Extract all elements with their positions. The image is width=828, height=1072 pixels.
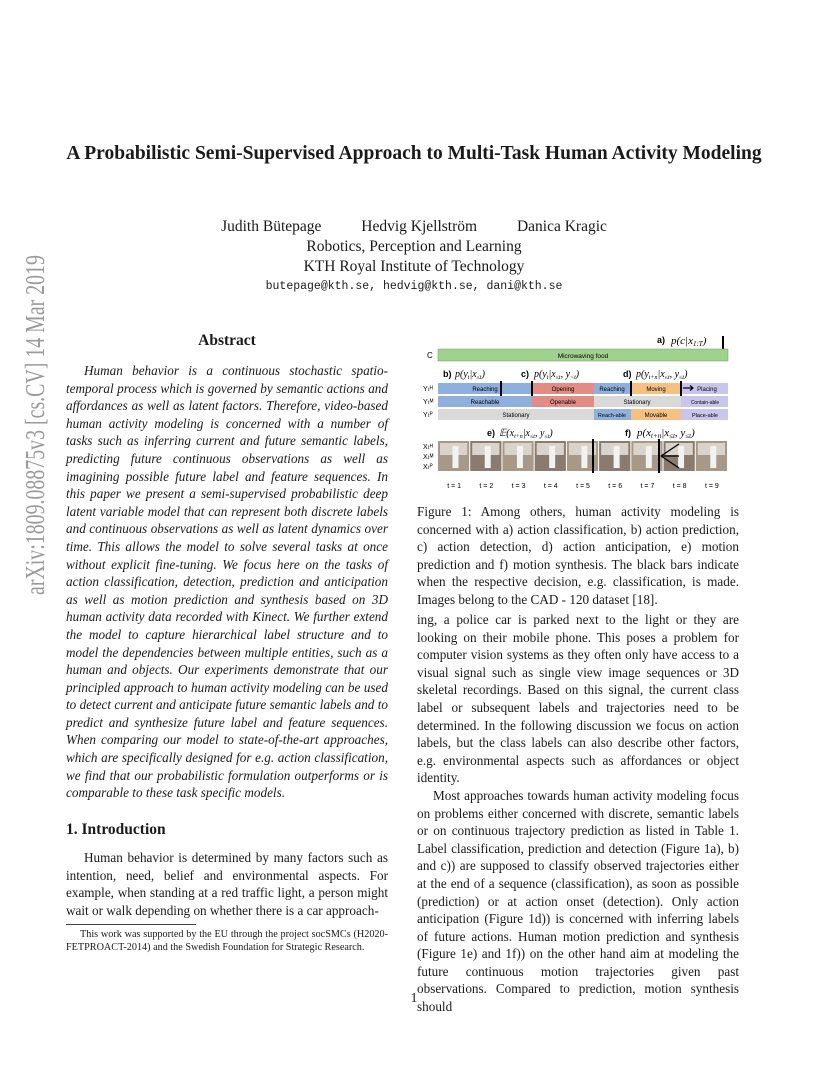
fig-label-a: a) bbox=[657, 335, 666, 345]
time-step-label: t = 7 bbox=[640, 483, 655, 490]
person-figure bbox=[678, 446, 684, 468]
segment-label: Contain-able bbox=[690, 400, 720, 406]
fig-label-e: e) bbox=[487, 428, 496, 438]
arxiv-stamp bbox=[14, 133, 54, 600]
affiliation-line: KTH Royal Institute of Technology bbox=[303, 258, 525, 275]
intro-paragraph: Human behavior is determined by many factors such as intention, need, belief and environmental aspects. For example, when standing at a red traffic light, a person might wait or walk depending on whether there is a car approach- bbox=[66, 850, 388, 918]
footnote: This work was supported by the EU through the project socSMCs (H2020-FETPROACT-2014) and the Swedish Foundation for Strategic Research. bbox=[66, 929, 388, 953]
arxiv-stamp-text: arXiv:1809.08875v3 [cs.CV] 14 Mar 2019 bbox=[20, 133, 50, 595]
time-step-label: t = 1 bbox=[447, 483, 462, 490]
person-figure bbox=[710, 446, 716, 468]
row-label-m: Yₜᴹ bbox=[423, 399, 434, 406]
author-name: Hedvig Kjellström bbox=[361, 218, 478, 235]
body-paragraph: ing, a police car is parked next to the light or they are looking on their mobile phone. This poses a problem for computer vision systems as they often only have access to a visual signal such as single view image sequences or 3D skeletal recordings. Based on this signal, the current class label or subsequent labels and trajectories need to be determined. In the following discussion we focus on action labels, but the class labels can also describe other factors, e.g. environmental aspects such as affordances or object identity. bbox=[417, 612, 739, 786]
author-emails: butepage@kth.se, hedvig@kth.se, dani@kth.se bbox=[265, 280, 563, 293]
body-paragraph: Most approaches towards human activity modeling focus on problems either concerned with discrete, semantic labels or on continuous trajectory prediction as listed in Table 1. Label classification, prediction and detection (Figure 1a), b) and c)) are supposed to classify observed trajectories either at the end of a sequence (classification), as soon as possible (prediction) or at action onset (detection). Only action anticipation (Figure 1d)) is concerned with inferring labels of future actions. Human motion prediction and synthesis (Figure 1e) and 1f)) on the other hand aim at modeling the future continuous motion trajectories given past observations. Compared to prediction, motion synthesis should bbox=[417, 787, 739, 1015]
segment-label: Reaching bbox=[472, 387, 498, 393]
person-figure bbox=[614, 446, 620, 468]
author-list bbox=[0, 218, 828, 236]
person-figure bbox=[646, 446, 652, 468]
fig-formula-d: $p(y_{t+n}|x_{\le t}$, $y_{\le t}$) bbox=[636, 369, 688, 381]
person-figure bbox=[453, 446, 459, 468]
time-step-label: t = 3 bbox=[511, 483, 526, 490]
segment-label: Reach-able bbox=[597, 413, 627, 419]
affiliation-line: Robotics, Perception and Learning bbox=[306, 238, 522, 255]
page-number: 1 bbox=[410, 990, 418, 1005]
time-step-label: t = 4 bbox=[543, 483, 558, 490]
time-step-label: t = 2 bbox=[479, 483, 494, 490]
person-figure bbox=[517, 446, 523, 468]
fig-formula-a: p(c|x1:T) bbox=[671, 335, 707, 348]
paper-title: A Probabilistic Semi-Supervised Approach to Multi-Task Human Activity Modeling bbox=[66, 143, 762, 164]
section-heading: 1. Introduction bbox=[66, 821, 166, 838]
figure-caption: Figure 1: Among others, human activity modeling is concerned with a) action classification, b) action prediction, c) action detection, d) action anticipation, e) motion prediction and f) motion synthesis. The black bars indicate when the respective decision, e.g. classification, is made. Images belong to the CAD - 120 dataset [18]. bbox=[417, 504, 739, 607]
author-name: Danica Kragic bbox=[516, 218, 607, 235]
figure-1 bbox=[417, 330, 739, 492]
time-step-label: t = 8 bbox=[672, 483, 687, 490]
fig-formula-b: $p(y_t|x_{\le t})$ bbox=[455, 369, 485, 381]
time-step-label: t = 6 bbox=[608, 483, 623, 490]
segment-label: Placing bbox=[697, 387, 717, 393]
segment-label: Moving bbox=[646, 387, 666, 393]
time-step-label: t = 9 bbox=[704, 483, 719, 490]
fig-label-c: c) bbox=[521, 369, 530, 379]
fig-label-f: f) bbox=[625, 428, 631, 438]
abstract-text: Human behavior is a continuous stochastic spatio-temporal process which is governed by semantic actions and affordances as well as latent factors. Therefore, video-based human activity modeling is concerned with a number of tasks such as inferring current and future semantic labels, predicting future continuous observations as well as imagining possible future label and feature sequences. In this paper we present a semi-supervised probabilistic deep latent variable model that can represent both discrete labels and continuous observations as well as latent dynamics over time. This allows the model to solve several tasks at once without explicit fine-tuning. We focus here on the tasks of action classification, detection, prediction and anticipation as well as motion prediction and synthesis based on 3D human activity data recorded with Kinect. We further extend the model to capture hierarchical label structure and to model the dependencies between multiple entities, such as a human and objects. Our experiments demonstrate that our principled approach to human activity modeling can be used to detect current and anticipate future semantic labels and to predict and synthesize future label and feature sequences. When comparing our model to state-of-the-art approaches, which are specifically designed for e.g. action classification, we find that our probabilistic formulation outperforms or is comparable to these task specific models. bbox=[66, 363, 388, 801]
abstract-heading: Abstract bbox=[198, 332, 256, 349]
segment-label: Opening bbox=[551, 387, 575, 393]
person-figure bbox=[549, 446, 555, 468]
fig-formula-e: $𝔼(x_{t+n}|x_{\le t}$, $y_{\le t}$) bbox=[499, 428, 553, 440]
fig-formula-f: p(xt+n|x≤t, y≤t) bbox=[637, 427, 695, 440]
right-column-text bbox=[417, 611, 739, 1016]
footnote-rule bbox=[66, 924, 196, 925]
row-label-c: C bbox=[427, 351, 433, 360]
fig-label-b: b) bbox=[443, 369, 452, 379]
row-label-x3: Xₜᴾ bbox=[423, 464, 433, 471]
person-figure bbox=[581, 446, 587, 468]
segment-label: Reachable bbox=[470, 400, 500, 406]
row-label-p: Yₜᴾ bbox=[423, 412, 433, 419]
segment-label: Movable bbox=[644, 413, 668, 419]
row-label-h: Yₜᴴ bbox=[423, 386, 433, 393]
fig-label-d: d) bbox=[623, 369, 632, 379]
row-label-x1: Xₜᴴ bbox=[423, 444, 433, 451]
video-frames bbox=[438, 441, 727, 471]
person-figure bbox=[485, 446, 491, 468]
row-label-x2: Xₜᴹ bbox=[423, 454, 434, 461]
segment-label: Stationary bbox=[623, 400, 651, 406]
segment-label: Place-able bbox=[692, 413, 718, 419]
segment-label: Stationary bbox=[502, 413, 530, 419]
segment-label: Reaching bbox=[599, 387, 625, 393]
time-step-label: t = 5 bbox=[576, 483, 590, 490]
time-axis bbox=[447, 483, 719, 490]
segment-label: Openable bbox=[549, 400, 577, 406]
fig-formula-c: $p(y_t|x_{\le t}$, $y_{<t}$) bbox=[534, 369, 580, 381]
author-name: Judith Bütepage bbox=[221, 218, 322, 235]
task-label: Microwaving food bbox=[557, 353, 609, 360]
